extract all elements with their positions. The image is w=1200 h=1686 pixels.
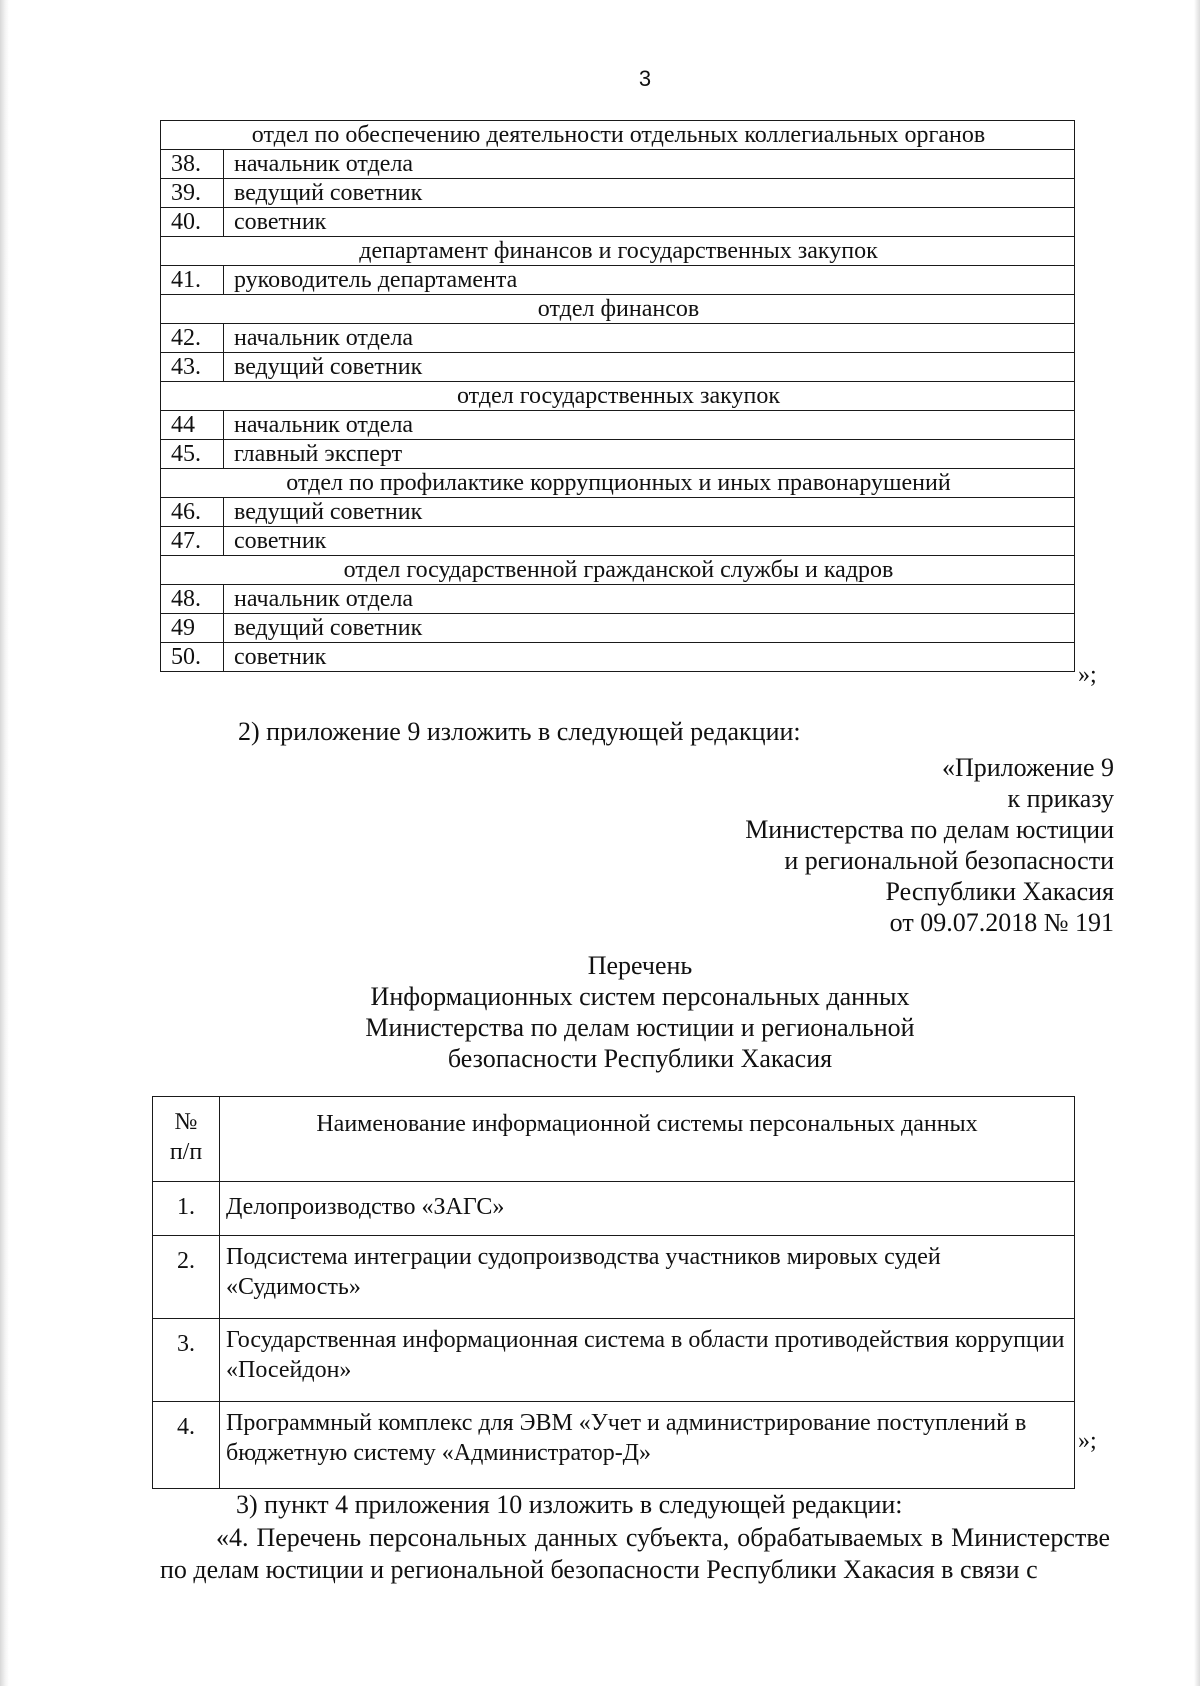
row-number: 42. — [161, 324, 224, 353]
table-row — [161, 411, 1075, 440]
table-row — [161, 324, 1075, 353]
closing-quote: »; — [1078, 1428, 1097, 1454]
system-name: Делопроизводство «ЗАГС» — [220, 1182, 1075, 1236]
row-number: 44 — [161, 411, 224, 440]
header-number-line1: № — [174, 1109, 198, 1135]
header-number-line2: п/п — [169, 1139, 203, 1165]
table-row — [161, 643, 1075, 672]
position-title: начальник отдела — [224, 150, 1075, 179]
system-name: Государственная информационная система в области противодействия коррупции «Посейдон» — [220, 1319, 1075, 1402]
department-heading: отдел государственных закупок — [161, 382, 1075, 411]
table-row — [161, 208, 1075, 237]
table-row — [161, 382, 1075, 411]
table-row — [153, 1182, 1075, 1236]
table-row — [161, 237, 1075, 266]
row-number: 41. — [161, 266, 224, 295]
table-row — [161, 440, 1075, 469]
closing-quote: »; — [1078, 662, 1097, 688]
list-title-line: Министерства по делам юстиции и региональной — [365, 1013, 915, 1042]
paragraph-4: «4. Перечень персональных данных субъекта, обрабатываемых в Министерстве по делам юстиции и региональной безопасности Республики Хакасия в связи с — [160, 1523, 1110, 1584]
table-header-row — [153, 1097, 1075, 1182]
table-row — [153, 1236, 1075, 1319]
appendix-line: Республики Хакасия — [885, 877, 1114, 906]
scan-edge-right — [1194, 0, 1200, 1686]
page-number: 3 — [638, 66, 652, 91]
department-heading: отдел государственной гражданской службы и кадров — [161, 556, 1075, 585]
row-number: 2. — [153, 1236, 220, 1319]
table-row — [161, 150, 1075, 179]
row-number: 38. — [161, 150, 224, 179]
table-row — [161, 527, 1075, 556]
paragraph-3: 3) пункт 4 приложения 10 изложить в следующей редакции: — [236, 1490, 903, 1519]
scan-edge-left — [0, 0, 9, 1686]
table-row — [161, 469, 1075, 498]
system-name: Подсистема интеграции судопроизводства участников мировых судей «Судимость» — [220, 1236, 1075, 1319]
staff-positions-table — [160, 120, 1075, 672]
row-number: 47. — [161, 527, 224, 556]
position-title: начальник отдела — [224, 411, 1075, 440]
position-title: советник — [224, 643, 1075, 672]
row-number: 4. — [153, 1402, 220, 1489]
position-title: советник — [224, 208, 1075, 237]
row-number: 46. — [161, 498, 224, 527]
table-row — [153, 1402, 1075, 1489]
row-number: 40. — [161, 208, 224, 237]
position-title: главный эксперт — [224, 440, 1075, 469]
table-row — [161, 295, 1075, 324]
appendix-header — [514, 752, 1114, 938]
list-title-line: Перечень — [587, 951, 693, 980]
row-number: 50. — [161, 643, 224, 672]
position-title: ведущий советник — [224, 498, 1075, 527]
department-heading: департамент финансов и государственных закупок — [161, 237, 1075, 266]
header-name: Наименование информационной системы персональных данных — [220, 1097, 1075, 1182]
list-title-line: Информационных систем персональных данных — [370, 982, 910, 1011]
list-title — [150, 950, 1130, 1074]
row-number: 3. — [153, 1319, 220, 1402]
list-title-line: безопасности Республики Хакасия — [447, 1044, 833, 1073]
row-number: 43. — [161, 353, 224, 382]
table-row — [161, 179, 1075, 208]
appendix-line: от 09.07.2018 № 191 — [889, 908, 1114, 937]
table-row — [161, 498, 1075, 527]
table-row — [161, 266, 1075, 295]
position-title: советник — [224, 527, 1075, 556]
row-number: 49 — [161, 614, 224, 643]
position-title: ведущий советник — [224, 614, 1075, 643]
table-row — [161, 353, 1075, 382]
position-title: начальник отдела — [224, 585, 1075, 614]
table-row — [161, 556, 1075, 585]
table-row — [161, 585, 1075, 614]
row-number: 39. — [161, 179, 224, 208]
department-heading: отдел по профилактике коррупционных и иных правонарушений — [161, 469, 1075, 498]
position-title: ведущий советник — [224, 179, 1075, 208]
table-row — [153, 1319, 1075, 1402]
table-row — [161, 121, 1075, 150]
row-number: 1. — [153, 1182, 220, 1236]
paragraph-2: 2) приложение 9 изложить в следующей редакции: — [238, 717, 801, 746]
row-number: 48. — [161, 585, 224, 614]
department-heading: отдел по обеспечению деятельности отдельных коллегиальных органов — [161, 121, 1075, 150]
table-row — [161, 614, 1075, 643]
position-title: ведущий советник — [224, 353, 1075, 382]
row-number: 45. — [161, 440, 224, 469]
information-systems-table — [152, 1096, 1075, 1489]
position-title: руководитель департамента — [224, 266, 1075, 295]
system-name: Программный комплекс для ЭВМ «Учет и администрирование поступлений в бюджетную систему «Администратор-Д» — [220, 1402, 1075, 1489]
department-heading: отдел финансов — [161, 295, 1075, 324]
appendix-line: Министерства по делам юстиции — [745, 815, 1114, 844]
position-title: начальник отдела — [224, 324, 1075, 353]
appendix-line: и региональной безопасности — [784, 846, 1114, 875]
appendix-line: «Приложение 9 — [941, 753, 1114, 782]
appendix-line: к приказу — [1007, 784, 1114, 813]
header-number — [153, 1097, 220, 1182]
